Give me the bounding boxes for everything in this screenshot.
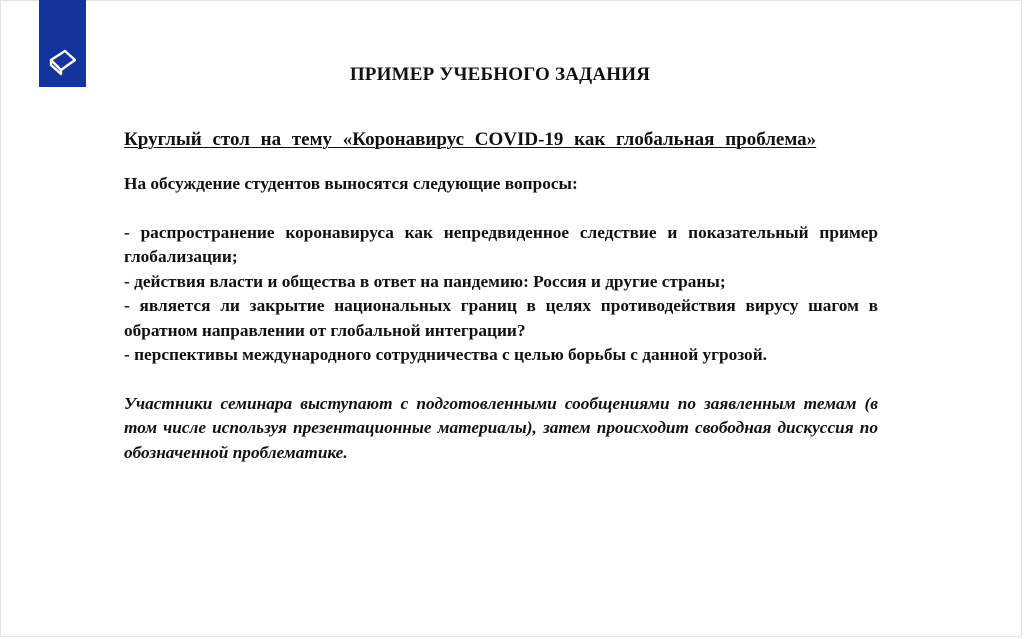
slide-content [124,127,878,465]
list-item: - является ли закрытие национальных границ в целях противодействия вирусу шагом в обратном направлении от глобальной интеграции? [124,296,878,340]
intro-text: На обсуждение студентов выносятся следующие вопросы: [124,174,578,193]
list-item: - распространение коронавируса как непредвиденное следствие и показательный пример глобализации; [124,222,878,266]
seminar-note: Участники семинара выступают с подготовленными сообщениями по заявленным темам (в том числе используя презентационные материалы), затем происходит свободная дискуссия по обозначенной проблематике. [124,393,878,462]
page-title: ПРИМЕР УЧЕБНОГО ЗАДАНИЯ [349,64,651,85]
task-heading: Круглый стол на тему «Коронавирус COVID-19 как глобальная проблема» [124,129,817,150]
list-item: - действия власти и общества в ответ на пандемию: Россия и другие страны; [124,271,726,291]
list-item: - перспективы международного сотрудничества с целью борьбы с данной угрозой. [124,345,767,364]
questions-list [124,221,878,368]
